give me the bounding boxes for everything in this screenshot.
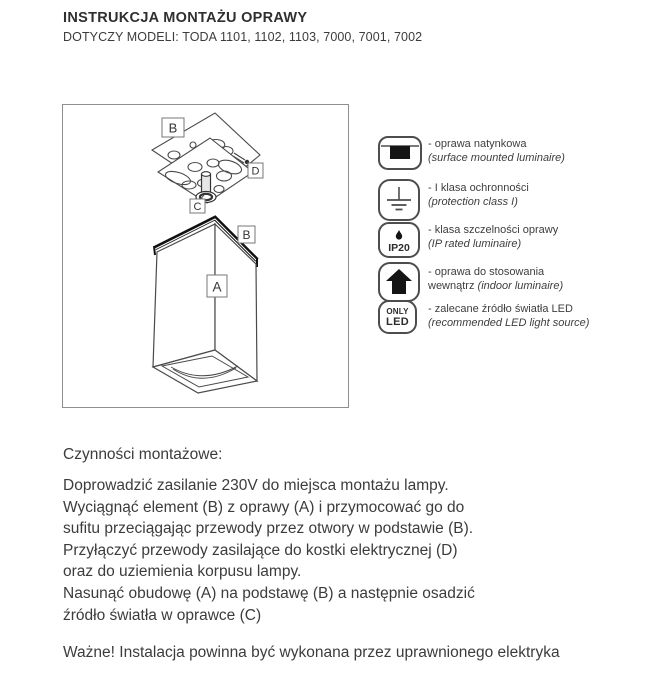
step-line: Wyciągnąć element (B) z oprawy (A) i przymocować go do [63,498,465,516]
model-list: DOTYCZY MODELI: TODA 1101, 1102, 1103, 7000, 7001, 7002 [63,30,423,44]
step-line: Doprowadzić zasilanie 230V do miejsca montażu lampy. [63,477,449,494]
exploded-view-diagram [62,104,349,413]
legend-line-en: (IP rated luminaire) [428,237,522,250]
label-base-plate: B [168,120,178,136]
only-text: ONLY [386,306,409,316]
earth-ground-glyph [381,182,417,218]
step-line: źródło światła w oprawce (C) [63,606,262,624]
legend-line-en: (recommended LED light source) [428,316,590,329]
legend-line-en: (indoor luminaire) [477,279,564,292]
legend-line-pl2: wewnątrz [428,279,478,292]
legend-line-mixed [428,280,563,294]
legend-line-pl: - I klasa ochronności [428,182,529,194]
label-housing: A [212,279,222,295]
label-terminal-block: D [251,165,260,178]
legend-label-indoor [428,266,563,293]
legend-label-protection-class [428,182,529,209]
legend-label-surface-mounted [428,138,565,165]
label-lamp-holder: C [193,201,202,213]
assembly-steps [63,475,475,626]
ip-rating-text: IP20 [388,241,410,254]
legend-line-pl: - oprawa natynkowa [428,138,527,150]
legend-line-pl: - zalecane źródło światła LED [428,303,573,315]
ip-rating-icon [378,222,420,258]
legend-line-pl: - oprawa do stosowania [428,266,545,278]
legend-line-en: (protection class I) [428,195,518,208]
lamp-exploded-drawing [62,104,349,408]
droplet-icon [392,229,406,243]
surface-mounted-glyph [380,138,420,168]
step-line: oraz do uziemienia korpusu lampy. [63,563,302,581]
step-line: sufitu przeciągając przewody przez otwory w podstawie (B). [63,520,474,538]
only-led-icon [378,300,417,334]
legend-line-pl: - klasa szczelności oprawy [428,224,559,236]
indoor-icon [378,262,420,302]
warning-note: Ważne! Instalacja powinna być wykonana przez uprawnionego elektryka [63,644,560,661]
surface-mounted-icon [378,136,422,170]
led-text: LED [386,315,409,328]
house-arrow-glyph [382,266,416,298]
legend-label-only-led [428,303,589,330]
page-title: INSTRUKCJA MONTAŻU OPRAWY [63,10,308,26]
step-line: Przyłączyć przewody zasilające do kostki elektrycznej (D) [63,541,458,559]
housing-box [153,218,257,393]
step-line: Nasunąć obudowę (A) na podstawę (B) a następnie osadzić [63,584,475,602]
legend-label-ip-rating [428,224,558,251]
label-base-rim: B [242,228,251,242]
legend-line-en: (surface mounted luminaire) [428,151,565,164]
protection-class-icon [378,179,420,221]
steps-heading: Czynności montażowe: [63,446,223,463]
